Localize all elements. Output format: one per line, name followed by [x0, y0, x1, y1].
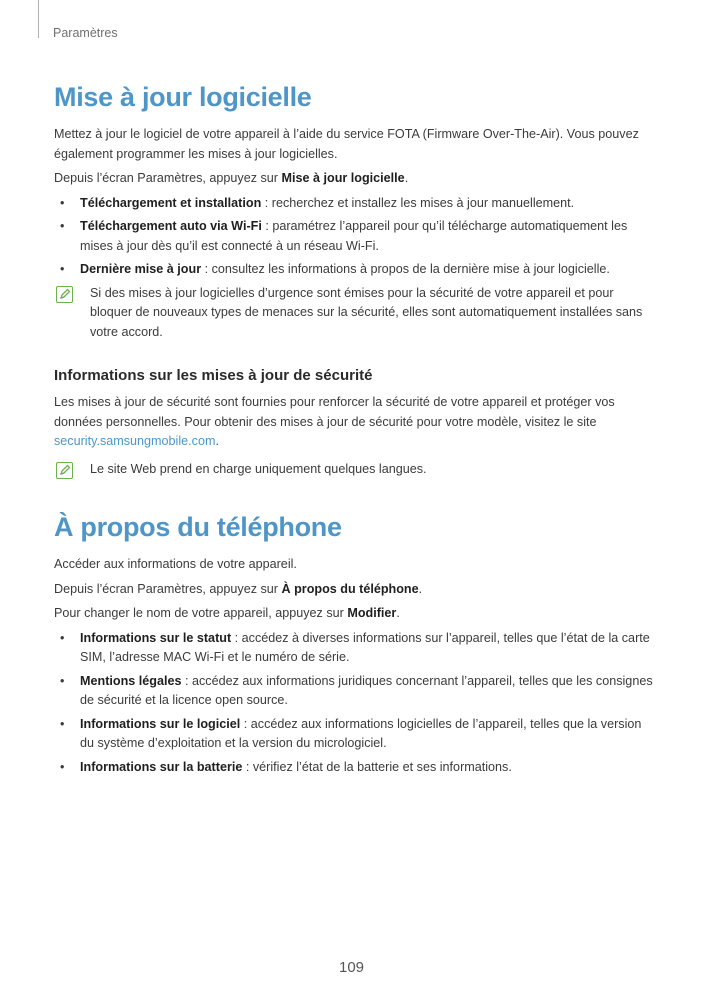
list-item: • Informations sur le logiciel : accédez aux informations logicielles de l’appareil, telles que la version du système d’exploitation et la version du micrologiciel.	[60, 716, 642, 750]
list-item: • Téléchargement auto via Wi-Fi : paramétrez l’appareil pour qu’il télécharge automatiquement les mises à jour dès qu’il est connecté à un réseau Wi-Fi.	[60, 219, 628, 253]
list-item: • Informations sur la batterie : vérifiez l’état de la batterie et ses informations.	[60, 759, 512, 774]
security-text: Les mises à jour de sécurité sont fournies pour renforcer la sécurité de votre appareil et protéger vos données personnelles. Pour obtenir des mises à jour de sécurité pour votre modèle, visitez le site security.samsungmobile.com.	[54, 395, 615, 448]
note-pencil-icon	[56, 462, 73, 479]
note-text: Le site Web prend en charge uniquement quelques langues.	[90, 461, 427, 476]
header-title: Paramètres	[53, 26, 118, 40]
path-text: Depuis l’écran Paramètres, appuyez sur Mise à jour logicielle.	[54, 171, 409, 185]
section-title: À propos du téléphone	[54, 512, 342, 542]
list-item: • Téléchargement et installation : recherchez et installez les mises à jour manuellement.	[60, 195, 575, 210]
security-link[interactable]: security.samsungmobile.com	[54, 434, 216, 448]
bullet-list	[54, 629, 654, 778]
list-item: • Dernière mise à jour : consultez les informations à propos de la dernière mise à jour logicielle.	[60, 262, 610, 276]
note-pencil-icon	[56, 286, 73, 303]
bullet-list	[54, 194, 654, 280]
path-text: Depuis l’écran Paramètres, appuyez sur À propos du téléphone.	[54, 581, 423, 596]
section-title: Mise à jour logicielle	[54, 82, 312, 112]
page-number: 109	[338, 959, 365, 976]
intro-text: Accéder aux informations de votre appareil.	[54, 557, 297, 571]
section-software-update	[54, 82, 654, 479]
intro-text: Mettez à jour le logiciel de votre appareil à l’aide du service FOTA (Firmware Over-The-Air). Vous pouvez également programmer les mises à jour logicielles.	[54, 127, 639, 161]
section-about-phone	[54, 512, 654, 781]
note	[54, 460, 654, 480]
note-text: Si des mises à jour logicielles d’urgence sont émises pour la sécurité de votre appareil et pour bloquer de nouveaux types de menaces sur la sécurité, elles sont automatiquement installées sans votre accord.	[90, 285, 643, 339]
subsection-title: Informations sur les mises à jour de sécurité	[54, 367, 373, 384]
note	[54, 284, 654, 343]
list-item: • Informations sur le statut : accédez à diverses informations sur l’appareil, telles que l’état de la carte SIM, l’adresse MAC Wi-Fi et le numéro de série.	[60, 630, 650, 664]
rename-text: Pour changer le nom de votre appareil, appuyez sur Modifier.	[54, 606, 400, 620]
header-divider	[38, 0, 39, 38]
list-item: • Mentions légales : accédez aux informations juridiques concernant l’appareil, telles que les consignes de sécurité et la licence open source.	[60, 673, 653, 707]
